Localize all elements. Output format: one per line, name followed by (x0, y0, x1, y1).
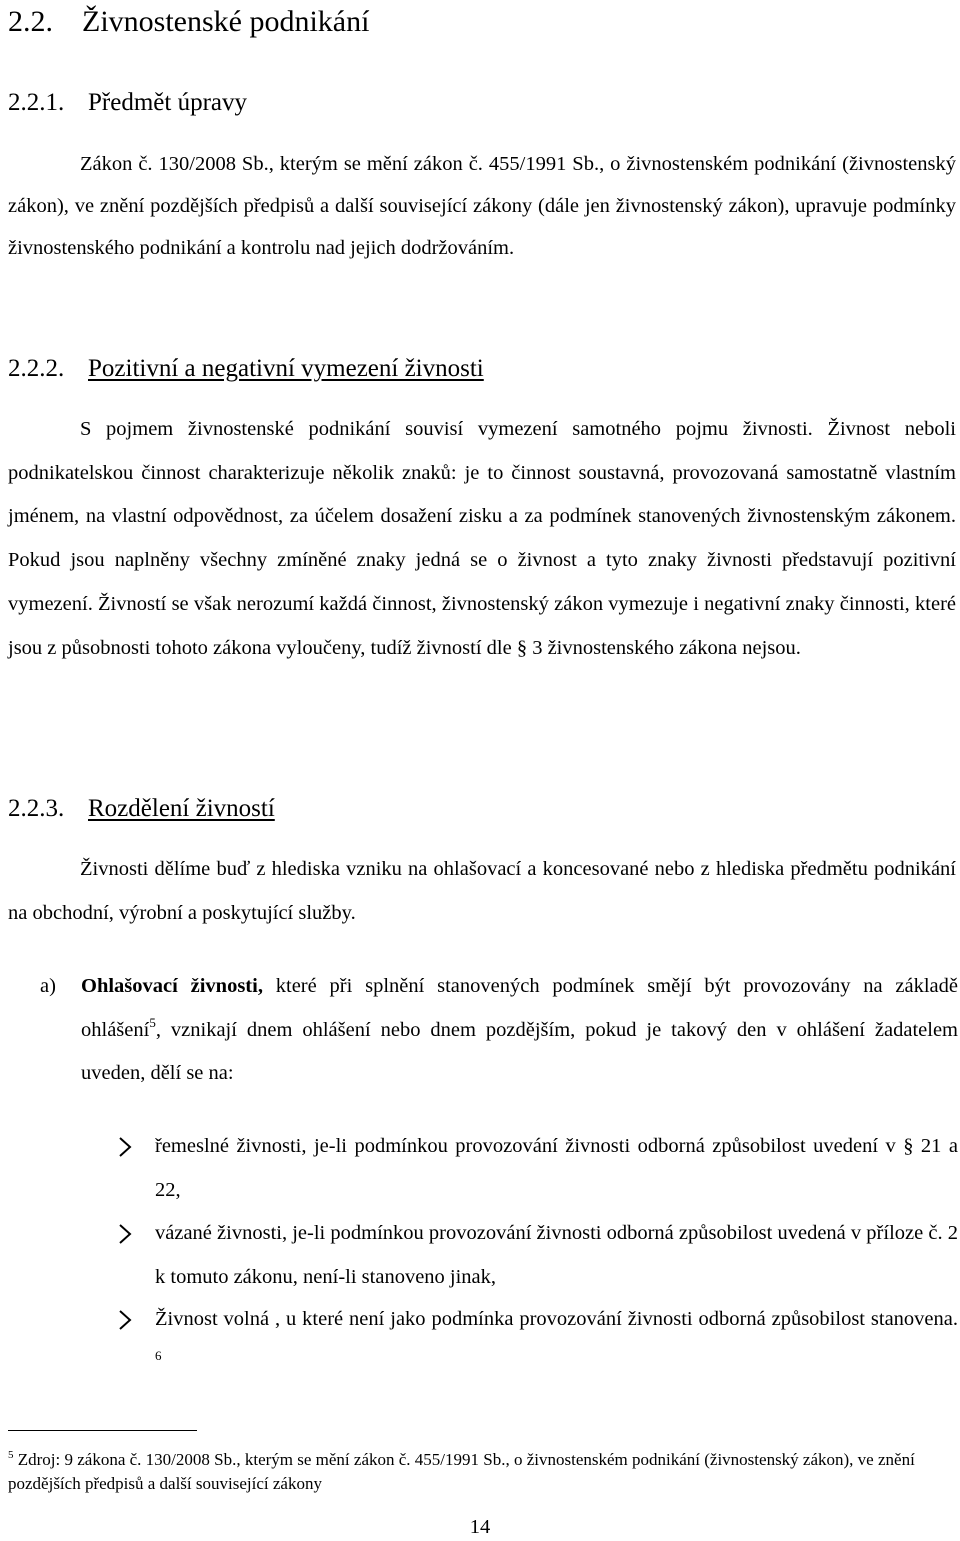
footnote-mark: 5 (8, 1449, 14, 1461)
subsection-title: Předmět úpravy (88, 89, 247, 116)
bullet-text: vázané živnosti, je-li podmínkou provozování živnosti odborná způsobilost uvedená v příloze č. 2 k tomuto zákonu, není-li stanoveno jinak, (155, 1222, 958, 1288)
list-marker: a) (40, 975, 56, 997)
paragraph-text: S pojmem živnostenské podnikání souvisí vymezení samotného pojmu živnosti. Živnost neboli podnikatelskou činnost charakterizuje několik znaků: je to činnost soustavná, provozovaná samostatně vlastním jménem, na vlastní odpovědnost, za účelem dosažení zisku a za podmínek stanovených živnostenským zákonem. Pokud jsou naplněny všechny zmíněné znaky jedná se o živnost a tyto znaky živnosti představují pozitivní vymezení. Živností se však nerozumí každá činnost, živnostenský zákon vymezuje i negativní znaky činnosti, které jsou z působnosti tohoto zákona vyloučeny, tudíž živností dle § 3 živnostenského zákona nejsou. (8, 418, 956, 659)
paragraph-predmet-upravy (8, 143, 956, 269)
subsection-title: Rozdělení živností (88, 795, 275, 822)
bullet-item-remeslne (118, 1125, 958, 1212)
subsection-heading-2-2-3 (8, 792, 275, 826)
subsection-number: 2.2.1. (8, 89, 65, 116)
list-item-term: Ohlašovací živnosti, (81, 975, 263, 997)
paragraph-text: Živnosti dělíme buď z hlediska vzniku na ohlašovací a koncesované nebo z hlediska předmětu podnikání na obchodní, výrobní a poskytující služby. (8, 858, 956, 924)
bullet-text: Živnost volná , u které není jako podmínka provozování živnosti odborná způsobilost stanovena. (155, 1308, 958, 1330)
subsection-number: 2.2.3. (8, 795, 65, 822)
subsection-heading-2-2-1 (8, 86, 247, 120)
footnote-ref-6: 6 (155, 1347, 162, 1363)
footnote (8, 1448, 956, 1496)
paragraph-vymezeni-zivnosti (8, 408, 956, 670)
paragraph-text: Zákon č. 130/2008 Sb., kterým se mění zákon č. 455/1991 Sb., o živnostenském podnikání (živnostenský zákon), ve znění pozdějších předpisů a další související zákony (dále jen živnostenský zákon), upravuje podmínky živnostenského podnikání a kontrolu nad jejich dodržováním. (8, 153, 956, 259)
footnote-text: Zdroj: 9 zákona č. 130/2008 Sb., kterým se mění zákon č. 455/1991 Sb., o živnostenském podnikání (živnostenský zákon), ve znění pozdějších předpisů a další související zákony (8, 1450, 915, 1493)
subsection-heading-2-2-2 (8, 352, 484, 386)
list-item-ohlasovaci (40, 965, 958, 1096)
section-number: 2.2. (8, 5, 53, 38)
subsection-number: 2.2.2. (8, 355, 65, 382)
bullet-item-vazane (118, 1212, 958, 1299)
footnote-ref-5: 5 (149, 1014, 156, 1030)
section-heading (8, 2, 369, 42)
bullet-text: řemeslné živnosti, je-li podmínkou provozování živnosti odborná způsobilost uvedení v § 21 a 22, (155, 1135, 958, 1201)
arrow-bullet-icon (118, 1223, 132, 1245)
page-number: 14 (469, 1516, 491, 1538)
section-title: Živnostenské podnikání (82, 5, 370, 38)
arrow-bullet-icon (118, 1136, 132, 1158)
arrow-bullet-icon (118, 1309, 132, 1331)
list-item-body: Ohlašovací živnosti, které při splnění stanovených podmínek smějí být provozovány na základě ohlášení$^5$, vznikají dnem ohlášení nebo dnem pozdějším, pokud je takový den v ohlášení žadatelem uveden, dělí se na: (81, 975, 959, 1084)
bullet-item-volna (118, 1298, 958, 1385)
footnote-divider (8, 1430, 197, 1431)
paragraph-rozdeleni-zivnosti (8, 848, 956, 935)
subsection-title: Pozitivní a negativní vymezení živnosti (88, 355, 484, 382)
